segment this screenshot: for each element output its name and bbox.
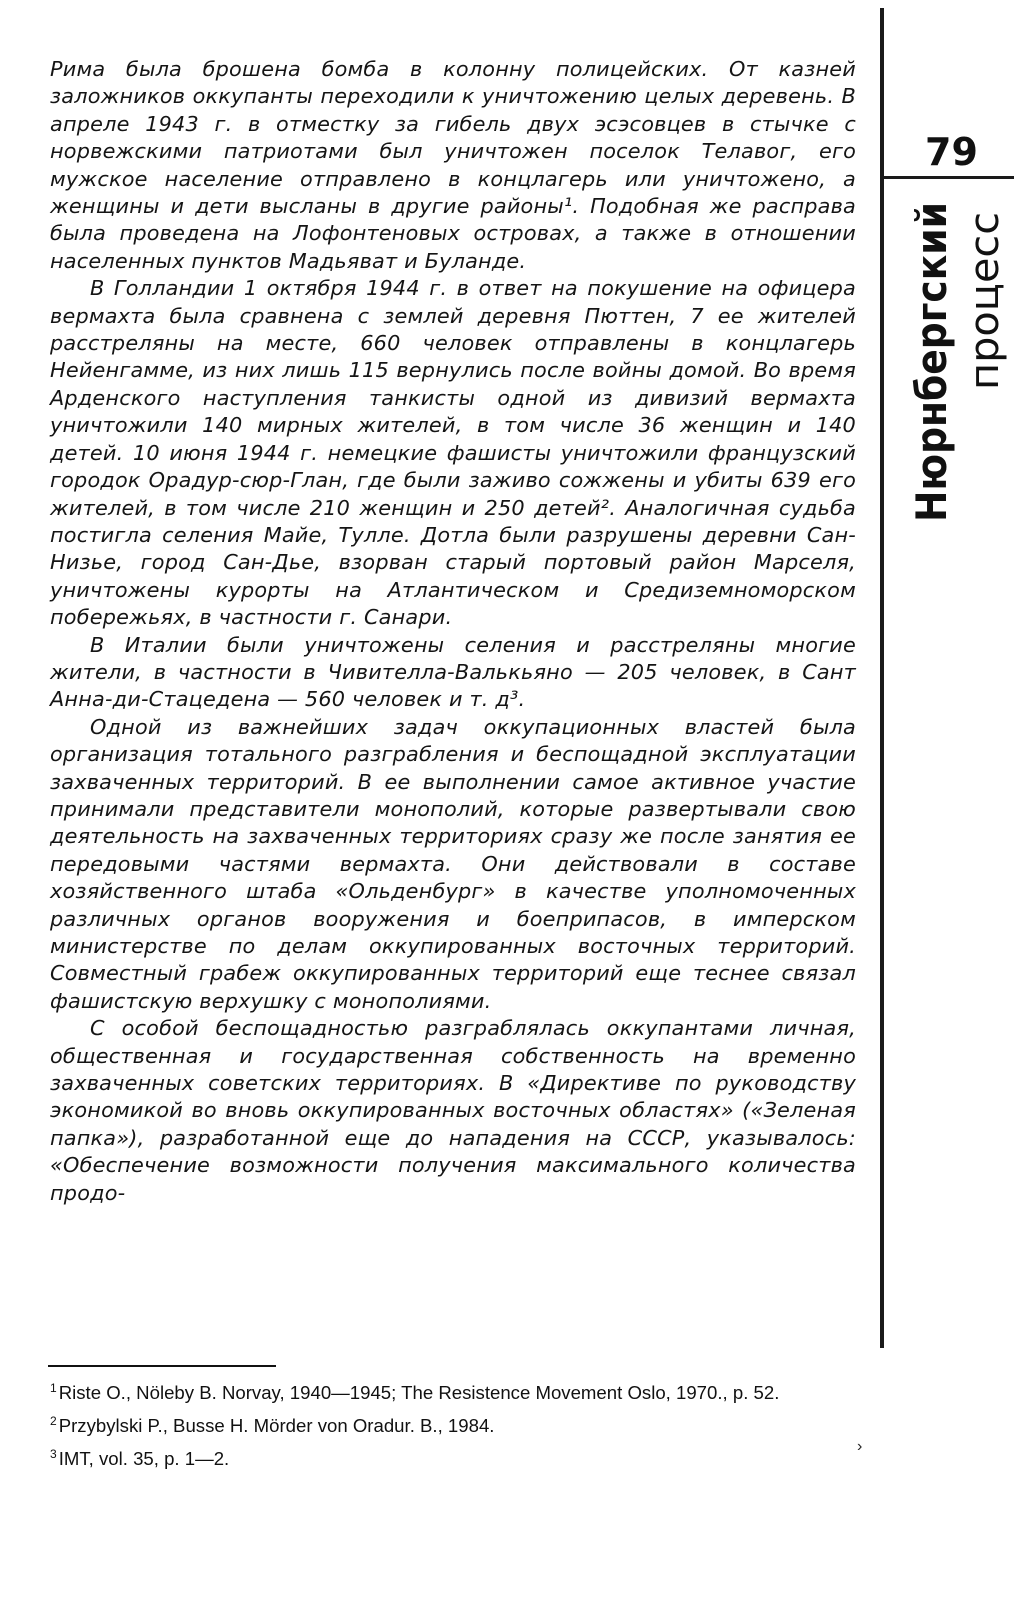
stray-print-mark: › [857,1438,863,1455]
running-title-line1: Нюрнбергский [907,200,956,522]
page-number-divider [884,176,1014,179]
running-title [898,200,1008,530]
footnote-text: IMT, vol. 35, p. 1—2. [58,1448,230,1470]
footnotes [50,1374,870,1474]
footnote-text: Riste O., Nöleby B. Norvay, 1940—1945; The Resistence Movement Oslo, 1970., p. 52. [58,1382,780,1404]
footnote-2 [50,1407,870,1440]
footnote-text: Przybylski P., Busse H. Mörder von Oradur. B., 1984. [58,1415,495,1437]
paragraph-occupation-economy: Одной из важнейших задач оккупационных властей была организация тотального разграбления и беспощадной эксплуатации захваченных территорий. В ее выполнении самое активное участие принимали представители монополий, которые развертывали свою деятельность на захваченных территориях сразу же после занятия ее передовыми частями вермахта. Они действовали в составе хозяйственного штаба «Ольденбург» в качестве уполномоченных различных органов вооружения и боеприпасов, в имперском министерстве по делам оккупированных восточных территорий. Совместный грабеж оккупированных территорий еще теснее связал фашистскую верхушку с монополиями. [50,714,856,1013]
page-number: 79 [925,130,978,174]
paragraph-italy: В Италии были уничтожены селения и расстреляны многие жители, в частности в Чивителла-Валькьяно — 205 человек, в Сант Анна-ди-Стацедена — 560 человек и т. д³. [50,632,856,712]
footnote-3 [50,1440,870,1473]
paragraph-norway: Рима была брошена бомба в колонну полицейских. От казней заложников оккупанты переходили к уничтожению целых деревень. В апреле 1943 г. в отместку за гибель двух эсэсовцев в стычке с норвежскими патриотами был уничтожен поселок Телавог, его мужское население отправлено в концлагерь или уничтожено, а женщины и дети высланы в другие районы¹. Подобная же расправа была проведена на Лофонтеновых островах, а также в отношении населенных пунктов Мадьяват и Буланде. [50,57,856,273]
footnote-ref: 2 [50,1414,57,1429]
footnote-separator [48,1365,276,1367]
paragraph-soviet-territories: С особой беспощадностью разграблялась оккупантами личная, общественная и государственная собственность на временно захваченных советских территориях. В «Директиве по руководству экономикой во вновь оккупированных восточных областях» («Зеленая папка»), разработанной еще до нападения на СССР, указывалось: «Обеспечение возможности получения максимального количества продо- [50,1016,856,1205]
footnote-1 [50,1374,870,1407]
paragraph-holland-france: В Голландии 1 октября 1944 г. в ответ на покушение на офицера вермахта была сравнена с землей деревня Пюттен, 7 ее жителей расстреляны на месте, 660 человек отправлены в концлагерь Нейенгамме, из них лишь 115 вернулись после войны домой. Во время Арденского наступления танкисты одной из дивизий вермахта уничтожили 140 мирных жителей, в том числе 36 женщин и 140 детей. 10 июня 1944 г. немецкие фашисты уничтожили французский городок Орадур-сюр-Глан, где были заживо сожжены и убиты 639 его жителей, в том числе 210 женщин и 250 детей². Аналогичная судьба постигла селения Майе, Тулле. Дотла были разрушены деревни Сан-Низье, город Сан-Дье, взорван старый портовый район Марселя, уничтожены курорты на Атлантическом и Средиземноморском побережьях, в частности г. Санари. [50,276,856,630]
footnote-ref: 3 [50,1447,57,1462]
main-text-column [50,56,856,1207]
footnote-ref: 1 [50,1381,57,1395]
running-title-line2: процесс [962,218,1008,390]
margin-vertical-rule [880,8,884,1348]
